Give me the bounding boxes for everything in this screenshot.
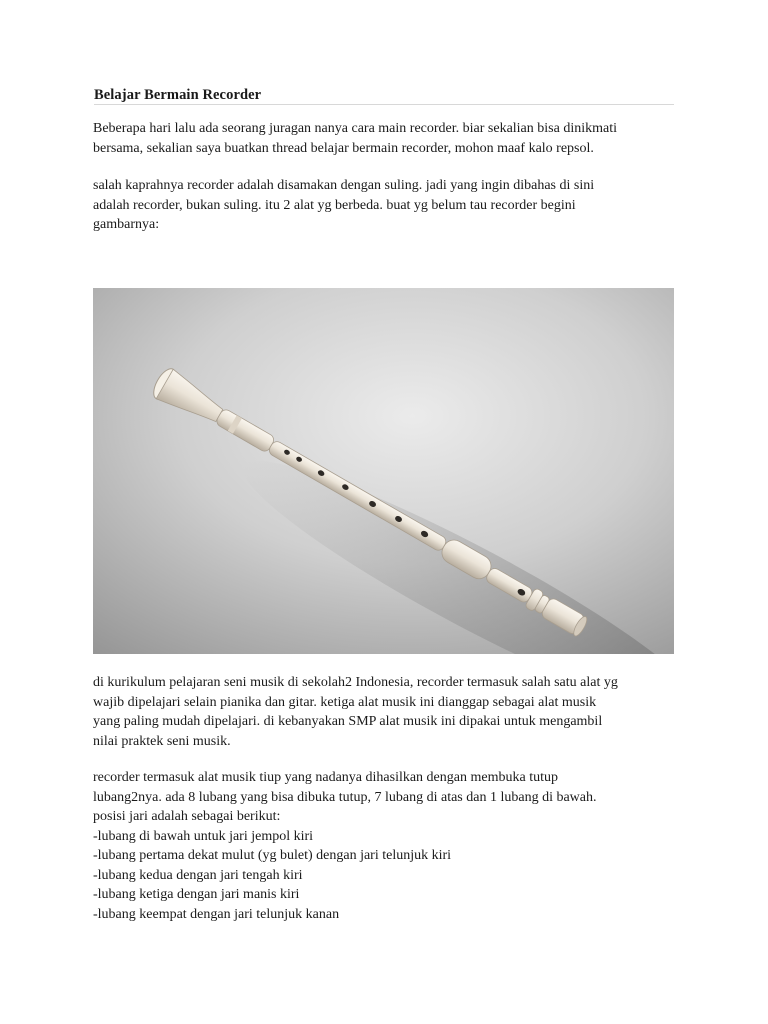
title-divider	[94, 104, 674, 105]
paragraph-finger-positions: recorder termasuk alat musik tiup yang nadanya dihasilkan dengan membuka tutup lubang2nya. ada 8 lubang yang bisa dibuka tutup, 7 lubang di atas dan 1 lubang di bawah. posisi jari adalah sebagai berikut: -lubang di bawah untuk jari jempol kiri -lubang pertama dekat mulut (yg bulet) dengan jari telunjuk kiri -lubang kedua dengan jari tengah kiri -lubang ketiga dengan jari manis kiri -lubang keempat dengan jari telunjuk kanan	[93, 770, 597, 922]
paragraph-intro: Beberapa hari lalu ada seorang juragan nanya cara main recorder. biar sekalian bisa dinikmati bersama, sekalian saya buatkan thread belajar bermain recorder, mohon maaf kalo repsol.	[93, 121, 617, 156]
paragraph-recorder-vs-suling: salah kaprahnya recorder adalah disamakan dengan suling. jadi yang ingin dibahas di sini adalah recorder, bukan suling. itu 2 alat yg berbeda. buat yg belum tau recorder begini gambarnya:	[93, 178, 595, 232]
recorder-photo	[93, 288, 674, 654]
document-title: Belajar Bermain Recorder	[94, 87, 262, 103]
paragraph-curriculum: di kurikulum pelajaran seni musik di sekolah2 Indonesia, recorder termasuk salah satu alat yg wajib dipelajari selain pianika dan gitar. ketiga alat musik ini dianggap sebagai alat musik yang paling mudah dipelajari. di kebanyakan SMP alat musik ini dipakai untuk mengambil nilai praktek seni musik.	[93, 675, 618, 749]
photo-background	[93, 288, 674, 654]
